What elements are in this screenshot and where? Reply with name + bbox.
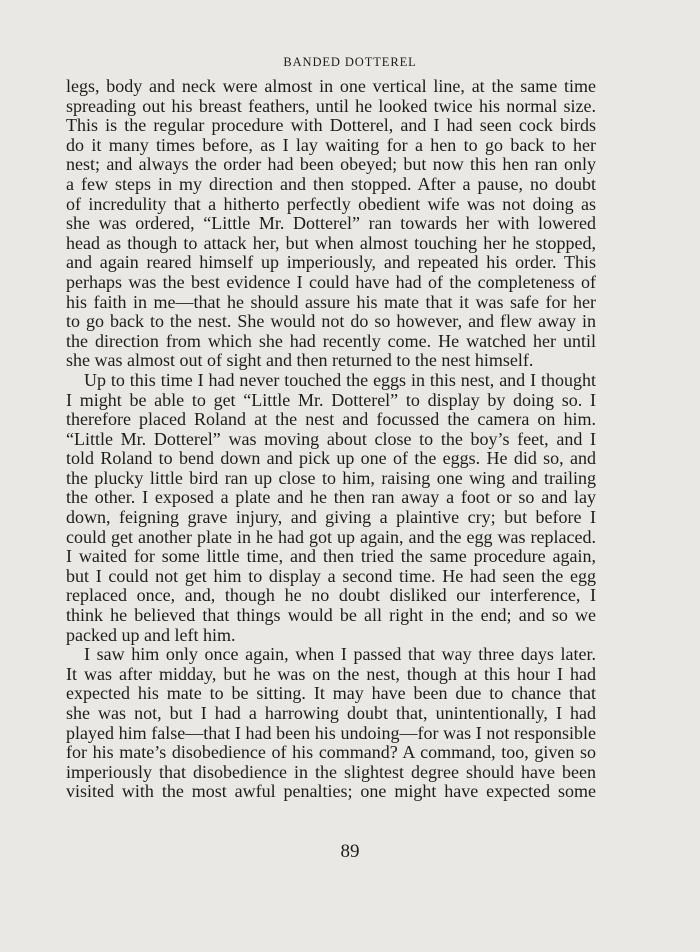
text-line: legs, body and neck were almost in one vertical line, at the same time <box>66 76 596 96</box>
text-line: she was not, but I had a harrowing doubt that, unintentionally, I had <box>66 703 596 723</box>
text-line: could get another plate in he had got up again, and the egg was replaced. <box>66 526 596 547</box>
text-line: do it many times before, as I lay waiting for a hen to go back to her <box>66 134 596 155</box>
text-line: This is the regular procedure with Dotterel, and I had seen cock birds <box>66 115 596 136</box>
text-line: expected his mate to be sitting. It may have been due to chance that <box>66 683 596 704</box>
text-line: down, feigning grave injury, and giving a plaintive cry; but before I <box>66 507 596 528</box>
text-line: Up to this time I had never touched the eggs in this nest, and I thought <box>84 369 596 390</box>
paragraph-1 <box>66 77 596 371</box>
page-number: 89 <box>340 841 360 862</box>
text-line: for his mate’s disobedience of his command? A command, too, given so <box>66 742 596 763</box>
text-line: I waited for some little time, and then tried the same procedure again, <box>66 546 596 567</box>
paragraph-3 <box>66 645 596 802</box>
text-line: she was ordered, “Little Mr. Dotterel” ran towards her with lowered <box>66 213 596 234</box>
text-line: a few steps in my direction and then stopped. After a pause, no doubt <box>66 173 596 194</box>
text-line: therefore placed Roland at the nest and focussed the camera on him. <box>66 409 596 430</box>
text-line: perhaps was the best evidence I could have had of the completeness of <box>66 271 596 292</box>
text-line: to go back to the nest. She would not do so however, and flew away in <box>66 311 596 332</box>
text-line: replaced once, and, though he no doubt disliked our interference, I <box>66 585 596 606</box>
paragraph-2 <box>66 371 596 645</box>
text-line: It was after midday, but he was on the nest, though at this hour I had <box>66 663 596 684</box>
text-line: she was almost out of sight and then returned to the nest himself. <box>66 350 534 371</box>
text-line: told Roland to bend down and pick up one of the eggs. He did so, and <box>66 448 596 469</box>
text-line: nest; and always the order had been obeyed; but now this hen ran only <box>66 154 596 175</box>
text-line: the other. I exposed a plate and he then ran away a foot or so and lay <box>66 487 596 508</box>
text-line: his faith in me—that he should assure his mate that it was safe for her <box>66 291 596 312</box>
text-line: the plucky little bird ran up close to him, raising one wing and trailing <box>66 467 596 488</box>
text-line: of incredulity that a hitherto perfectly obedient wife was not doing as <box>66 193 596 214</box>
text-line: I saw him only once again, when I passed that way three days later. <box>84 644 596 665</box>
text-line: think he believed that things would be all right in the end; and so we <box>66 605 596 626</box>
text-line: spreading out his breast feathers, until he looked twice his normal size. <box>66 95 596 116</box>
text-line: imperiously that disobedience in the slightest degree should have been <box>66 761 596 782</box>
text-line: and again reared himself up imperiously, and repeated his order. This <box>66 252 596 273</box>
running-head: BANDED DOTTEREL <box>283 55 417 69</box>
text-line: I might be able to get “Little Mr. Dotterel” to display by doing so. I <box>66 389 596 410</box>
text-line: packed up and left him. <box>66 624 236 645</box>
text-line: “Little Mr. Dotterel” was moving about close to the boy’s feet, and I <box>66 428 596 449</box>
text-line: played him false—that I had been his undoing—for was I not responsible <box>66 722 596 743</box>
text-line: but I could not get him to display a second time. He had seen the egg <box>66 565 596 586</box>
text-line: head as though to attack her, but when almost touching her he stopped, <box>66 232 596 253</box>
body-text <box>66 77 596 802</box>
text-line: visited with the most awful penalties; one might have expected some <box>66 781 596 802</box>
text-line: the direction from which she had recently come. He watched her until <box>66 330 596 351</box>
